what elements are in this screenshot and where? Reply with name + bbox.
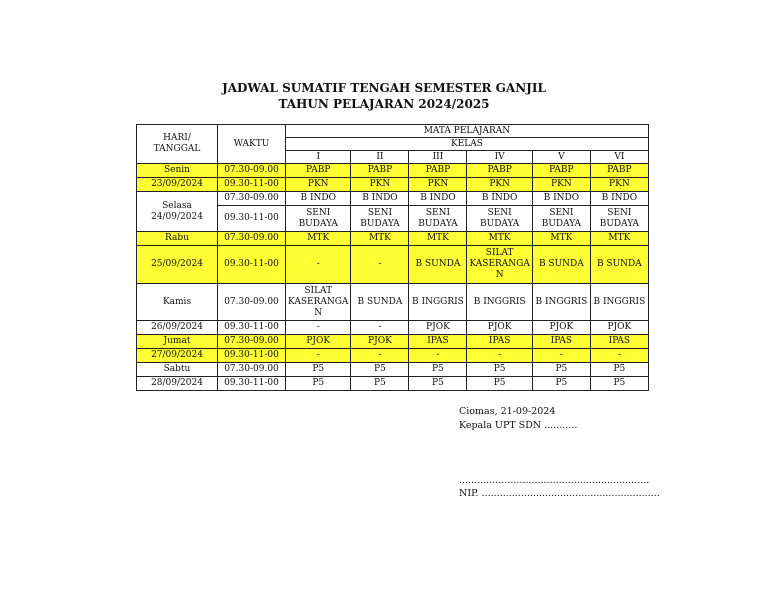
day-name: Jumat — [137, 335, 218, 349]
day-cell — [137, 192, 218, 232]
subject-cell: B INGGRIS — [409, 284, 467, 321]
signature-nip: NIP. ........................................................... — [459, 488, 660, 499]
time-cell: 07.30-09.00 — [218, 284, 286, 321]
subject-cell: - — [351, 246, 409, 284]
subject-cell: MTK — [590, 232, 648, 246]
subject-cell: P5 — [467, 363, 532, 377]
subject-cell: P5 — [286, 363, 351, 377]
subject-cell: B SUNDA — [409, 246, 467, 284]
subject-cell: P5 — [467, 377, 532, 391]
subject-cell: PJOK — [351, 335, 409, 349]
subject-cell: B INDO — [351, 192, 409, 206]
subject-cell: SENI BUDAYA — [286, 206, 351, 232]
subject-cell: PKN — [590, 178, 648, 192]
subject-cell: MTK — [467, 232, 532, 246]
table-row — [137, 284, 649, 321]
subject-cell: P5 — [590, 377, 648, 391]
header-tanggal: TANGGAL — [153, 144, 201, 154]
time-cell: 09.30-11-00 — [218, 206, 286, 232]
subject-cell: - — [409, 349, 467, 363]
subject-cell: B INDO — [409, 192, 467, 206]
subject-cell: PABP — [351, 164, 409, 178]
subject-cell: P5 — [351, 363, 409, 377]
header-mata-pelajaran: MATA PELAJARAN — [286, 125, 649, 138]
subject-cell: MTK — [351, 232, 409, 246]
day-date: 27/09/2024 — [137, 349, 218, 363]
subject-cell: B INGGRIS — [590, 284, 648, 321]
table-row — [137, 178, 649, 192]
subject-cell: PJOK — [532, 321, 590, 335]
subject-cell: P5 — [286, 377, 351, 391]
header-row — [137, 125, 649, 138]
subject-cell: B INGGRIS — [467, 284, 532, 321]
time-cell: 07.30-09.00 — [218, 363, 286, 377]
subject-cell: PABP — [467, 164, 532, 178]
subject-cell: P5 — [590, 363, 648, 377]
header-hari-tanggal — [137, 125, 218, 164]
subject-cell: IPAS — [409, 335, 467, 349]
time-cell: 07.30-09.00 — [218, 164, 286, 178]
time-cell: 09.30-11-00 — [218, 246, 286, 284]
class-header: IV — [467, 151, 532, 164]
header-hari: HARI/ — [163, 133, 191, 143]
day-name: Kamis — [137, 284, 218, 321]
subject-cell: P5 — [409, 377, 467, 391]
time-cell: 07.30-09.00 — [218, 192, 286, 206]
subject-cell: IPAS — [532, 335, 590, 349]
subject-cell: - — [286, 246, 351, 284]
subject-cell: PABP — [590, 164, 648, 178]
class-header: V — [532, 151, 590, 164]
subject-cell: PJOK — [590, 321, 648, 335]
subject-cell: PKN — [409, 178, 467, 192]
subject-cell: P5 — [409, 363, 467, 377]
header-kelas: KELAS — [286, 138, 649, 151]
document-title: JADWAL SUMATIF TENGAH SEMESTER GANJIL — [222, 81, 546, 95]
subject-cell: PKN — [532, 178, 590, 192]
subject-cell: SENI BUDAYA — [532, 206, 590, 232]
subject-cell: SILAT KASERANGA N — [286, 284, 351, 321]
day-date: 25/09/2024 — [137, 246, 218, 284]
table-row — [137, 246, 649, 284]
subject-cell: SILAT KASERANGA N — [467, 246, 532, 284]
subject-cell: B SUNDA — [532, 246, 590, 284]
subject-cell: - — [286, 349, 351, 363]
subject-cell: - — [532, 349, 590, 363]
class-header: II — [351, 151, 409, 164]
table-row — [137, 232, 649, 246]
subject-cell: P5 — [532, 363, 590, 377]
subject-cell: PKN — [467, 178, 532, 192]
subject-cell: B INDO — [286, 192, 351, 206]
subject-cell: PJOK — [467, 321, 532, 335]
subject-cell: - — [351, 349, 409, 363]
subject-cell: B SUNDA — [351, 284, 409, 321]
table-row — [137, 164, 649, 178]
day-date: 24/09/2024 — [151, 211, 203, 222]
schedule-table — [136, 124, 649, 391]
subject-cell: B SUNDA — [590, 246, 648, 284]
day-date: 28/09/2024 — [137, 377, 218, 391]
subject-cell: B INDO — [532, 192, 590, 206]
time-cell: 09.30-11-00 — [218, 377, 286, 391]
subject-cell: B INDO — [467, 192, 532, 206]
signature-name-line: ............................................................... — [459, 475, 650, 486]
day-date: 23/09/2024 — [137, 178, 218, 192]
subject-cell: MTK — [286, 232, 351, 246]
table-row — [137, 349, 649, 363]
day-date: 26/09/2024 — [137, 321, 218, 335]
subject-cell: IPAS — [590, 335, 648, 349]
subject-cell: SENI BUDAYA — [467, 206, 532, 232]
day-name: Sabtu — [137, 363, 218, 377]
subject-cell: PKN — [351, 178, 409, 192]
subject-cell: SENI BUDAYA — [590, 206, 648, 232]
class-header: III — [409, 151, 467, 164]
subject-cell: - — [467, 349, 532, 363]
time-cell: 09.30-11-00 — [218, 321, 286, 335]
subject-cell: P5 — [532, 377, 590, 391]
signature-place-date: Ciomas, 21-09-2024 — [459, 406, 556, 417]
header-waktu: WAKTU — [218, 125, 286, 164]
subject-cell: PABP — [409, 164, 467, 178]
subject-cell: P5 — [351, 377, 409, 391]
subject-cell: PABP — [286, 164, 351, 178]
class-header: I — [286, 151, 351, 164]
table-row — [137, 321, 649, 335]
day-name: Selasa — [162, 200, 192, 211]
subject-cell: B INGGRIS — [532, 284, 590, 321]
subject-cell: PJOK — [286, 335, 351, 349]
subject-cell: - — [286, 321, 351, 335]
subject-cell: - — [590, 349, 648, 363]
subject-cell: MTK — [409, 232, 467, 246]
subject-cell: SENI BUDAYA — [351, 206, 409, 232]
day-name: Rabu — [137, 232, 218, 246]
subject-cell: PABP — [532, 164, 590, 178]
time-cell: 07.30-09.00 — [218, 335, 286, 349]
time-cell: 07.30-09.00 — [218, 232, 286, 246]
day-name: Senin — [137, 164, 218, 178]
subject-cell: B INDO — [590, 192, 648, 206]
subject-cell: MTK — [532, 232, 590, 246]
class-header: VI — [590, 151, 648, 164]
table-row — [137, 335, 649, 349]
time-cell: 09.30-11-00 — [218, 349, 286, 363]
signature-role: Kepala UPT SDN ........... — [459, 420, 578, 431]
document-subtitle: TAHUN PELAJARAN 2024/2025 — [278, 97, 490, 111]
subject-cell: PKN — [286, 178, 351, 192]
subject-cell: SENI BUDAYA — [409, 206, 467, 232]
time-cell: 09.30-11-00 — [218, 178, 286, 192]
table-row — [137, 377, 649, 391]
table-row — [137, 192, 649, 206]
subject-cell: - — [351, 321, 409, 335]
subject-cell: IPAS — [467, 335, 532, 349]
table-row — [137, 363, 649, 377]
subject-cell: PJOK — [409, 321, 467, 335]
